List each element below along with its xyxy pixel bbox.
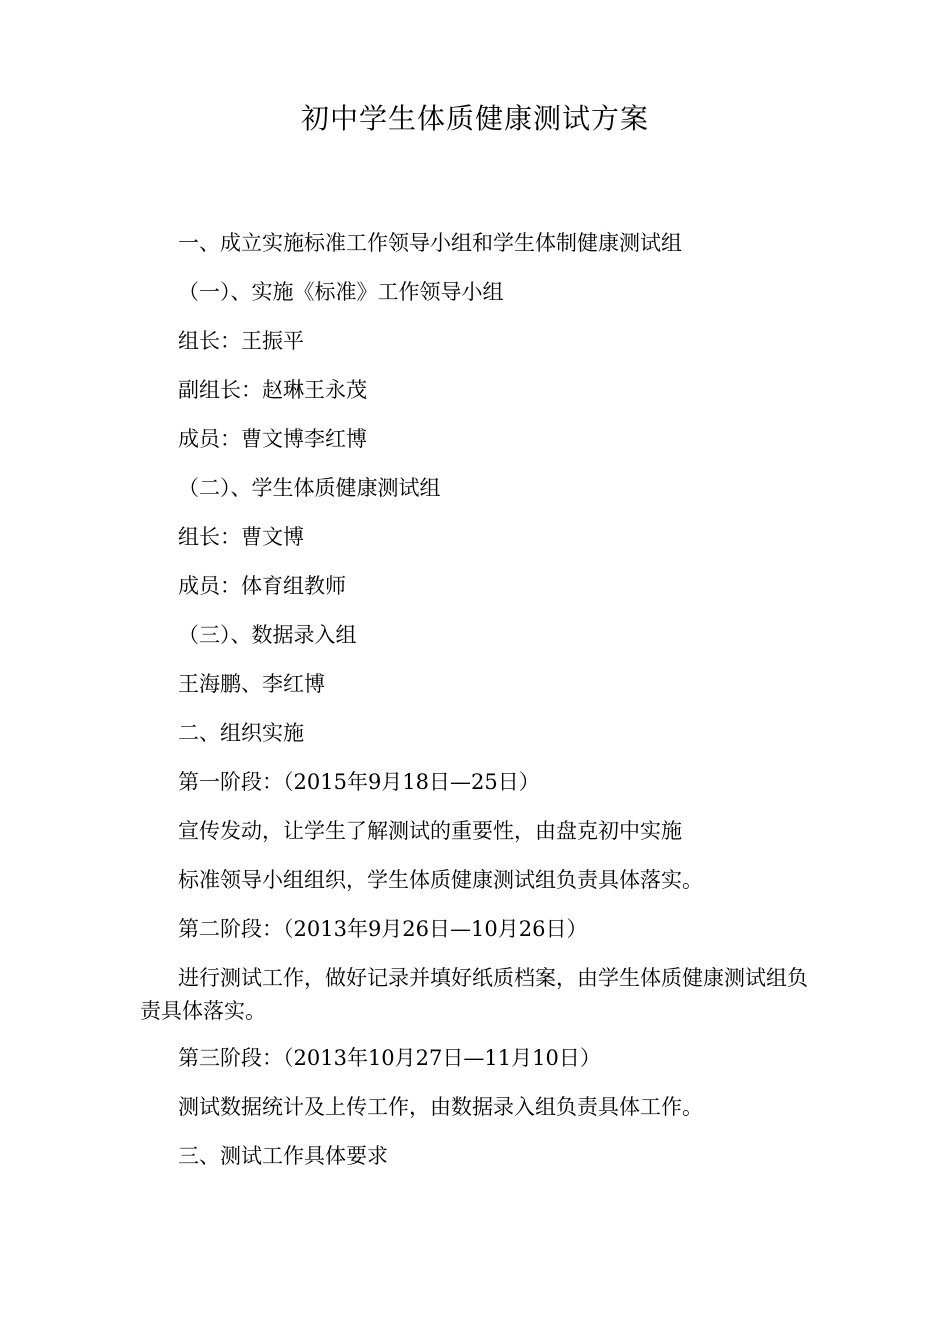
text-line: 成员：体育组教师 (178, 574, 346, 598)
text-line: 测试数据统计及上传工作，由数据录入组负责具体工作。 (178, 1095, 703, 1119)
stage-heading-1: 第一阶段：（2015年9月18日—25日） (178, 770, 540, 794)
text-line: 副组长：赵琳王永茂 (178, 378, 367, 402)
stage-heading-3: 第三阶段：（2013年10月27日—11月10日） (178, 1046, 601, 1070)
text-line: 标准领导小组组织，学生体质健康测试组负责具体落实。 (178, 868, 703, 892)
text-paragraph: 进行测试工作，做好记录并填好纸质档案，由学生体质健康测试组负责具体落实。 (140, 966, 808, 1023)
text-line: 组长：曹文博 (178, 525, 304, 549)
subsection-heading-1: （一）、实施《标准》工作领导小组 (178, 280, 504, 304)
text-line: 宣传发动，让学生了解测试的重要性，由盘克初中实施 (178, 819, 682, 843)
section-heading-1: 一、成立实施标准工作领导小组和学生体制健康测试组 (178, 231, 682, 255)
section-heading-2: 二、组织实施 (178, 721, 304, 745)
subsection-heading-2: （二）、学生体质健康测试组 (178, 476, 441, 500)
text-line: 组长：王振平 (178, 329, 304, 353)
text-line: 王海鹏、李红博 (178, 672, 325, 696)
section-heading-3: 三、测试工作具体要求 (178, 1144, 388, 1168)
stage-heading-2: 第二阶段：（2013年9月26日—10月26日） (178, 917, 588, 941)
text-line: 成员：曹文博李红博 (178, 427, 367, 451)
document-title: 初中学生体质健康测试方案 (300, 102, 649, 135)
subsection-heading-3: （三）、数据录入组 (178, 623, 357, 647)
